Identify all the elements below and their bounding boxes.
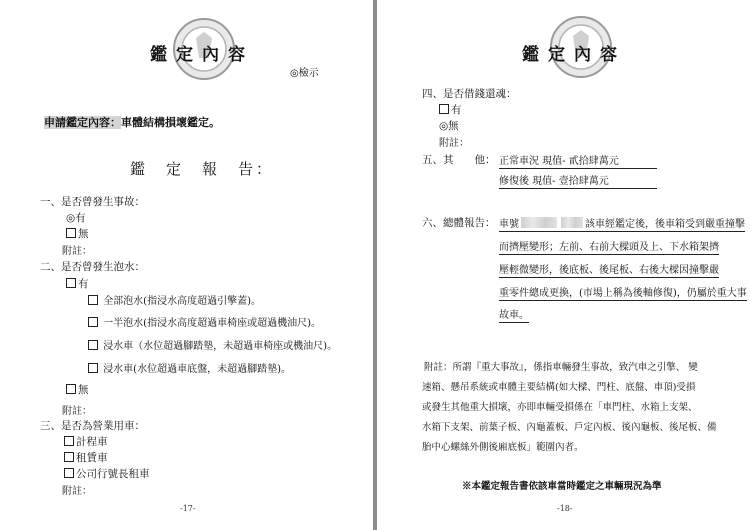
q5-label: 五、其 他：	[422, 154, 496, 166]
q3-note: 附註：	[62, 486, 92, 497]
checkbox[interactable]	[66, 228, 76, 238]
checkbox[interactable]	[66, 278, 76, 288]
q6-line: 壓輕微變形，後底板、後尾板、右後大樑因撞擊嚴	[499, 265, 719, 276]
q5-line-2: 修復後 現值- 壹拾肆萬元	[499, 172, 657, 189]
q3-title: 三、是否為營業用車：	[40, 420, 145, 432]
checkbox[interactable]	[88, 340, 98, 350]
q1-option-no[interactable]: 無	[66, 226, 89, 241]
q2-sub-option[interactable]: 全部泡水(指浸水高度超過引擎蓋)。	[88, 292, 261, 307]
left-page	[0, 0, 373, 530]
inspection-mark: ◎檢示	[290, 68, 319, 79]
q6-label: 六、總體報告：	[422, 217, 496, 229]
q1-title: 一、是否曾發生事故：	[40, 196, 145, 208]
footnote-line: 或發生其他重大損壞，亦即車輛受損係在「車門柱、水箱上支架、	[422, 402, 698, 413]
q3-option[interactable]: 計程車	[64, 434, 108, 449]
q2-sub-option[interactable]: 浸水車（水位超過腳踏墊，未超過車椅座或機油尺)。	[88, 337, 337, 352]
checkbox[interactable]	[64, 468, 74, 478]
footnote-line: 速箱、懸吊系統或車體主要結構(如大樑、門柱、底盤、車頂)受損	[422, 382, 696, 393]
q2-sub-option[interactable]: 一半泡水(指浸水高度超過車椅座或超過機油尺)。	[88, 314, 321, 329]
q6-line: 而擠壓變形；左前、右前大樑頭及上、下水箱架擠	[499, 242, 719, 253]
footnote-line: 水箱下支架、前葉子板、內龜蓋板、戶定內板、後內龜板、後尾板、備	[422, 422, 717, 433]
q2-option-yes[interactable]: 有	[66, 276, 89, 291]
footnote-line: 胎中心螺絲外側後廂底板」範圍內者。	[422, 442, 584, 453]
checkbox[interactable]	[439, 104, 449, 114]
right-page	[377, 0, 750, 530]
footnote-line: 附註：所謂『重大事故』，係指車輛發生事故，致汽車之引擎、 變	[424, 362, 698, 373]
q2-note: 附註：	[62, 406, 92, 417]
q4-option-no: ◎無	[439, 120, 459, 132]
page-number: -17-	[180, 504, 196, 513]
q6-line: 車號 該車經鑑定後，後車箱受到嚴重撞擊	[499, 219, 745, 230]
q3-option[interactable]: 租賃車	[64, 450, 108, 465]
q4-option-yes[interactable]: 有	[439, 102, 462, 117]
checkbox[interactable]	[66, 384, 76, 394]
checkbox[interactable]	[88, 295, 98, 305]
q1-note: 附註：	[62, 246, 92, 257]
q3-option[interactable]: 公司行號長租車	[64, 466, 150, 481]
q2-sub-option[interactable]: 浸水車(水位超過車底盤，未超過腳踏墊)。	[88, 360, 291, 375]
report-title: 鑑 定 報 告：	[130, 160, 275, 178]
q1-option-yes: ◎有	[66, 212, 86, 224]
license-plate-redacted	[561, 217, 583, 228]
seal-caption: 鑑定內容	[150, 45, 254, 65]
checkbox[interactable]	[88, 317, 98, 327]
request-value: 車體結構損壞鑑定。	[121, 116, 220, 129]
q6-line: 故車。	[499, 310, 529, 321]
q4-note: 附註：	[439, 138, 469, 149]
checkbox[interactable]	[64, 452, 74, 462]
q2-option-no[interactable]: 無	[66, 382, 89, 397]
q4-title: 四、是否借錢還魂：	[422, 88, 517, 100]
q2-title: 二、是否曾發生泡水：	[40, 261, 145, 273]
checkbox[interactable]	[88, 363, 98, 373]
request-label: 申請鑑定內容：	[44, 116, 121, 129]
footnote	[422, 358, 717, 458]
seal-caption: 鑑定內容	[522, 45, 626, 65]
request-line	[44, 114, 220, 130]
page-number: -18-	[557, 504, 573, 513]
closing-statement: ※本鑑定報告書依該車當時鑑定之車輛現況為準	[462, 481, 662, 492]
q6-line: 重零件總成更換，(市場上稱為後軸修復)，仍屬於重大事	[499, 288, 747, 299]
license-plate-redacted	[521, 217, 557, 228]
checkbox[interactable]	[64, 436, 74, 446]
q5-line-1: 正常車況 現值- 貳拾肆萬元	[499, 152, 657, 169]
